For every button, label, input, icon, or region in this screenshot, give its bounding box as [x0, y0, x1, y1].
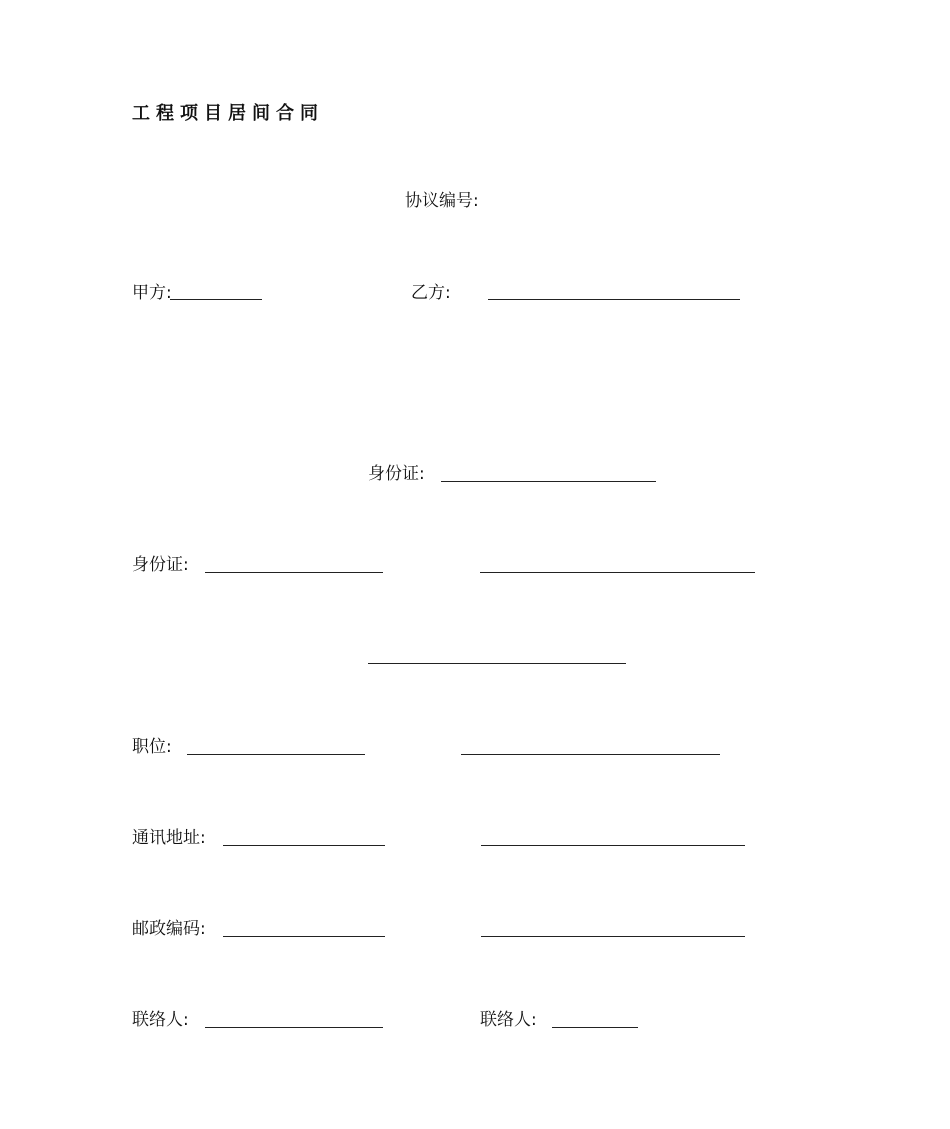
position-blank-right	[461, 754, 720, 755]
agreement-number-label: 协议编号:	[405, 191, 479, 211]
party-a-blank	[170, 299, 262, 300]
position-blank-left	[187, 754, 365, 755]
contact-blank-b	[552, 1027, 638, 1028]
contact-label-b: 联络人:	[480, 1010, 537, 1030]
address-blank-right	[481, 845, 745, 846]
party-a-label: 甲方:	[132, 283, 172, 303]
postal-code-blank-right	[481, 936, 745, 937]
position-label: 职位:	[132, 737, 172, 757]
id-card-blank-center	[441, 481, 656, 482]
id-card-blank-left	[205, 572, 383, 573]
id-card-label-left: 身份证:	[132, 555, 189, 575]
contact-label-a: 联络人:	[132, 1010, 189, 1030]
address-label: 通讯地址:	[132, 828, 206, 848]
id-card-blank-right	[480, 572, 755, 573]
party-b-blank	[488, 299, 740, 300]
postal-code-label: 邮政编码:	[132, 919, 206, 939]
contact-blank-a	[205, 1027, 383, 1028]
address-blank-left	[223, 845, 385, 846]
party-b-label: 乙方:	[411, 283, 451, 303]
postal-code-blank-left	[223, 936, 385, 937]
document-title: 工程项目居间合同	[132, 103, 324, 124]
blank-line-center	[368, 663, 626, 664]
id-card-label-center: 身份证:	[368, 464, 425, 484]
